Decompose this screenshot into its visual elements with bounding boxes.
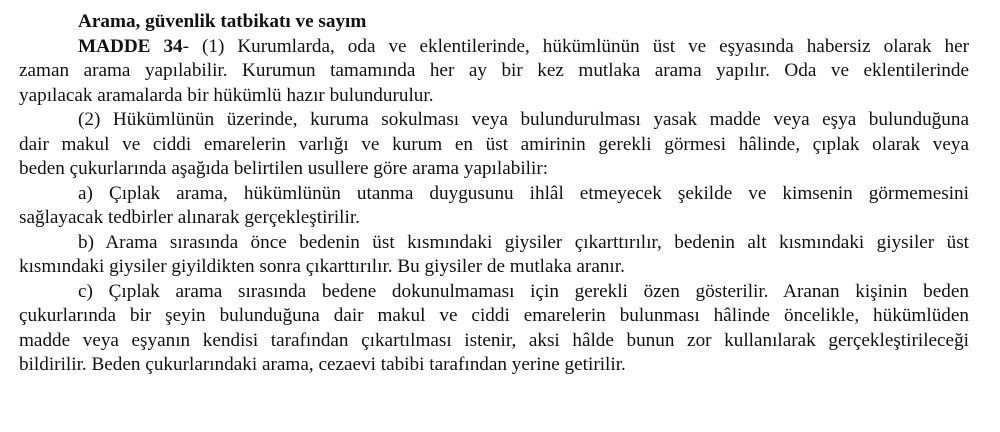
paragraph-line: kısmındaki giysiler giyildikten sonra çıkarttırılır. Bu giysiler de mutlaka aranır. [19,256,625,277]
paragraph-line: b) Arama sırasında önce bedenin üst kısmındaki giysiler çıkarttırılır, bedenin alt kısmındaki giysiler üst [78,232,969,253]
article-first-line [78,35,969,59]
paragraph-line: beden çukurlarında aşağıda belirtilen usullere göre arama yapılabilir: [19,158,549,179]
paragraph-line: zaman arama yapılabilir. Kurumun tamamında her ay bir kez mutlaka arama yapılır. Oda ve eklentilerinde [19,60,969,81]
paragraph-line: c) Çıplak arama sırasında bedene dokunulmaması için gerekli özen gösterilir. Aranan kişinin beden [78,281,969,302]
paragraph-line: (2) Hükümlünün üzerinde, kuruma sokulması veya bulundurulması yasak madde veya eşya bulunduğuna [78,109,969,130]
paragraph-line: sağlayacak tedbirler alınarak gerçekleştirilir. [19,207,360,228]
paragraph-line: dair makul ve ciddi emarelerin varlığı ve kurum en üst amirinin gerekli görmesi hâlinde, çıplak olarak veya [19,134,969,155]
paragraph-line: a) Çıplak arama, hükümlünün utanma duygusunu ihlâl etmeyecek şekilde ve kimsenin görmemesini [78,183,969,204]
paragraph-line: bildirilir. Beden çukurlarındaki arama, cezaevi tabibi tarafından yerine getirilir. [19,354,626,375]
paragraph-line: yapılacak aramalarda bir hükümlü hazır bulundurulur. [19,85,434,106]
paragraph-line: çukurlarında bir şeyin bulunduğuna dair makul ve ciddi emarelerin bulunması hâlinde öncelikle, hükümlüden [19,305,969,326]
section-heading: Arama, güvenlik tatbikatı ve sayım [78,11,367,32]
paragraph-line: - (1) Kurumlarda, oda ve eklentilerinde, hükümlünün üst ve eşyasında habersiz olarak her [182,36,970,57]
paragraph-line: madde veya eşyanın kendisi tarafından çıkartılması istenir, aksi hâlde bunun zor kullanılarak gerçekleştirileceği [19,330,969,351]
article-label: MADDE 34 [78,36,183,57]
